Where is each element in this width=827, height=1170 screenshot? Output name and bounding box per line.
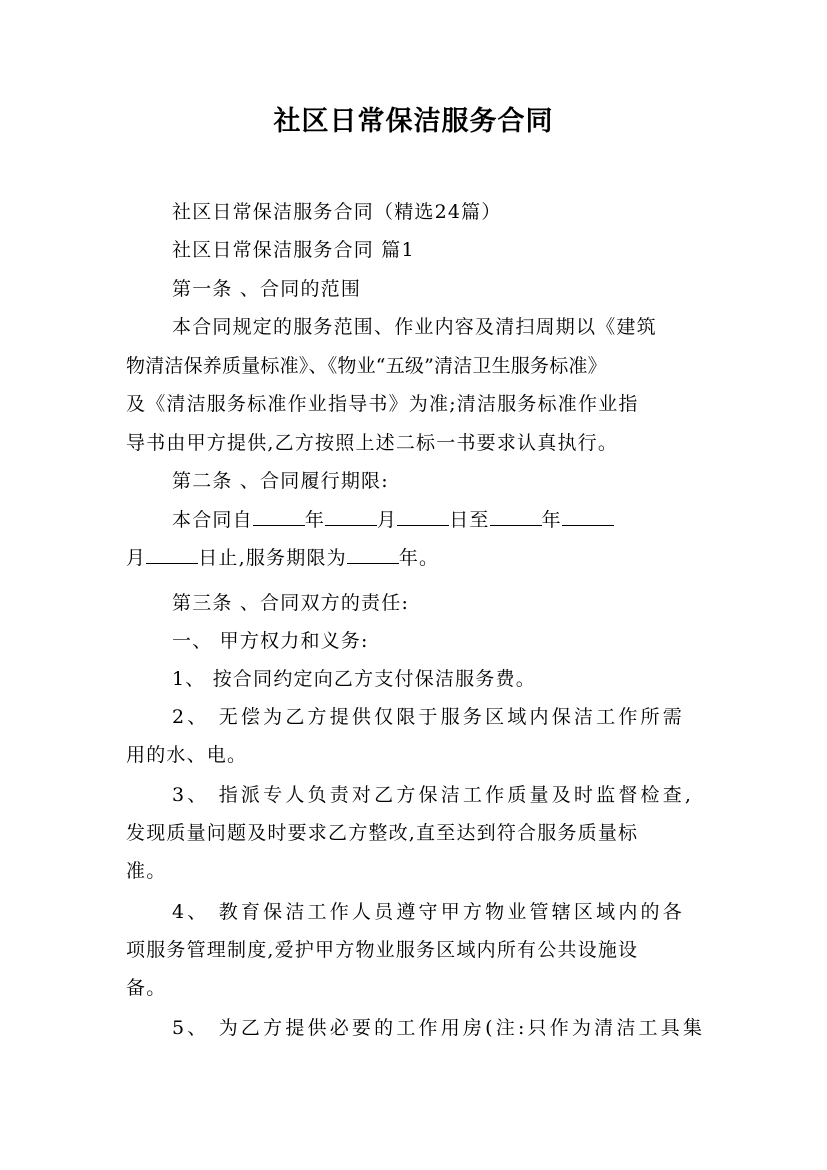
blank-field: [253, 507, 305, 526]
subtitle-line: 社区日常保洁服务合同（精选24篇）: [172, 201, 502, 223]
term-text: 年: [304, 509, 326, 531]
paragraph-line: 备。: [126, 977, 167, 999]
contract-term-line: [126, 506, 752, 534]
list-item: 5、 为乙方提供必要的工作用房(注:只作为清洁工具集: [172, 1017, 706, 1039]
paragraph-line: 用的水、电。: [126, 744, 248, 766]
blank-field: [146, 545, 198, 564]
paragraph-line: 导书由甲方提供,乙方按照上述二标一书要求认真执行。: [126, 432, 619, 454]
term-text: 本合同自: [172, 509, 253, 531]
term-text: 月: [126, 547, 147, 569]
list-item: 2、 无偿为乙方提供仅限于服务区域内保洁工作所需: [172, 706, 685, 728]
paragraph-line: 准。: [126, 860, 167, 882]
term-text: 日至: [449, 509, 490, 531]
document-title: 社区日常保洁服务合同: [273, 106, 554, 137]
subsection-heading: 一、 甲方权力和义务:: [172, 630, 369, 652]
list-item: 4、 教育保洁工作人员遵守甲方物业管辖区域内的各: [172, 901, 685, 923]
contract-term-line: [126, 544, 706, 572]
section-heading: 社区日常保洁服务合同 篇1: [172, 239, 415, 261]
list-item: 1、 按合同约定向乙方支付保洁服务费。: [172, 668, 536, 690]
blank-field: [325, 507, 377, 526]
article-heading-1: 第一条 、合同的范围: [172, 278, 362, 300]
paragraph-line: 项服务管理制度,爱护甲方物业服务区域内所有公共设施设: [126, 939, 639, 961]
paragraph-line: 本合同规定的服务范围、作业内容及清扫周期以《建筑: [172, 316, 657, 338]
blank-field: [562, 507, 614, 526]
term-text: 年。: [398, 547, 440, 569]
paragraph-line: 物清洁保养质量标准》、《物业“五级”清洁卫生服务标准》: [126, 355, 607, 377]
list-item: 3、 指派专人负责对乙方保洁工作质量及时监督检查,: [172, 784, 695, 806]
article-heading-3: 第三条 、合同双方的责任:: [172, 592, 410, 614]
blank-field: [397, 507, 449, 526]
term-text: 日止,服务期限为: [198, 547, 347, 569]
term-text: 年: [541, 509, 562, 531]
paragraph-line: 发现质量问题及时要求乙方整改,直至达到符合服务质量标: [126, 822, 639, 844]
term-text: 月: [377, 509, 398, 531]
blank-field: [490, 507, 542, 526]
paragraph-line: 及《清洁服务标准作业指导书》为准;清洁服务标准作业指: [126, 393, 639, 415]
blank-field: [347, 545, 399, 564]
article-heading-2: 第二条 、合同履行期限:: [172, 470, 389, 492]
